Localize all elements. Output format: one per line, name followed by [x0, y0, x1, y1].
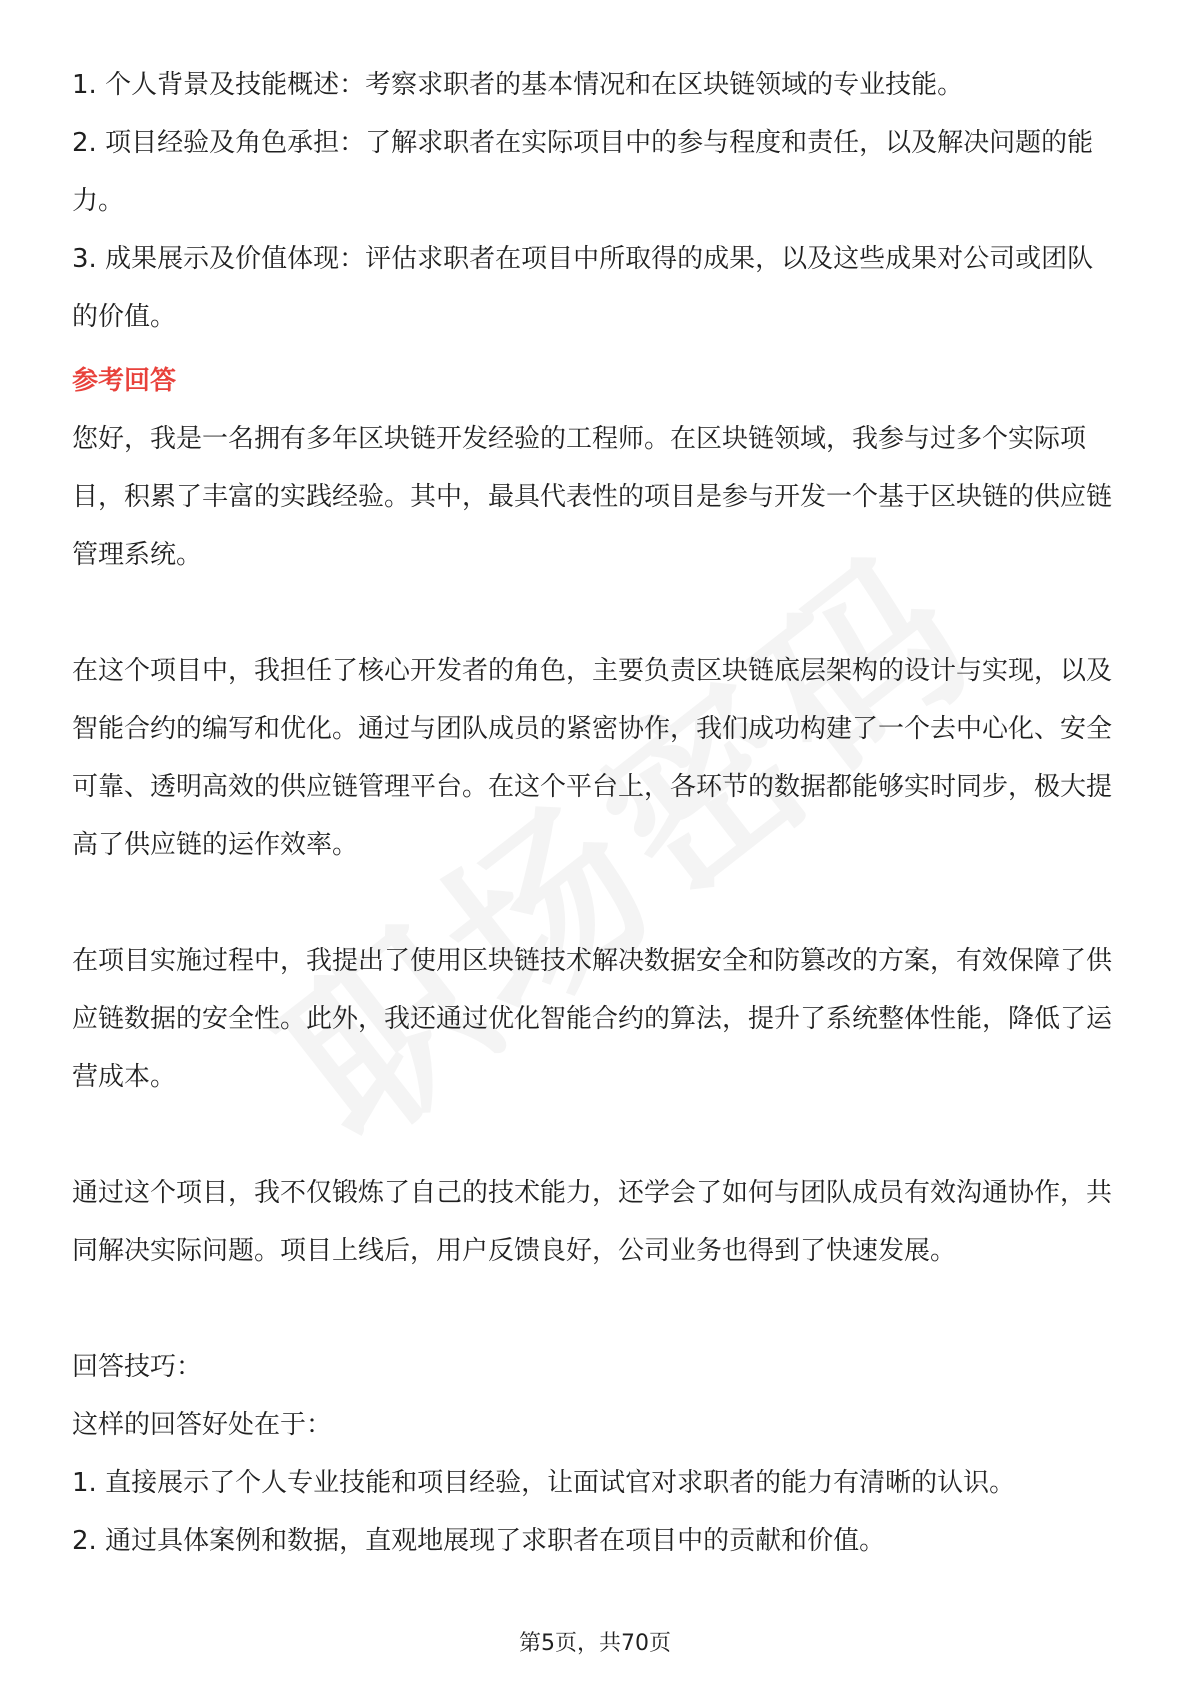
paragraph-spacer [72, 1106, 1118, 1164]
page-number-footer: 第5页，共70页 [519, 1631, 671, 1656]
answer-paragraph-4: 通过这个项目，我不仅锻炼了自己的技术能力，还学会了如何与团队成员有效沟通协作，共同解决实际问题。项目上线后，用户反馈良好，公司业务也得到了快速发展。 [72, 1178, 1113, 1266]
paragraph-spacer [72, 1280, 1118, 1338]
answer-paragraph-2: 在这个项目中，我担任了核心开发者的角色，主要负责区块链底层架构的设计与实现，以及智能合约的编写和优化。通过与团队成员的紧密协作，我们成功构建了一个去中心化、安全可靠、透明高效的供应链管理平台。在这个平台上，各环节的数据都能够实时同步，极大提高了供应链的运作效率。 [72, 656, 1113, 860]
answer-paragraph-1: 您好，我是一名拥有多年区块链开发经验的工程师。在区块链领域，我参与过多个实际项目，积累了丰富的实践经验。其中，最具代表性的项目是参与开发一个基于区块链的供应链管理系统。 [72, 424, 1113, 570]
answer-paragraph-3: 在项目实施过程中，我提出了使用区块链技术解决数据安全和防篡改的方案，有效保障了供应链数据的安全性。此外，我还通过优化智能合约的算法，提升了系统整体性能，降低了运营成本。 [72, 946, 1113, 1092]
page-content [72, 56, 1118, 1570]
criteria-item-2: 2. 项目经验及角色承担：了解求职者在实际项目中的参与程度和责任，以及解决问题的能力。 [72, 128, 1094, 216]
paragraph-spacer [72, 584, 1118, 642]
tips-item-1: 1. 直接展示了个人专业技能和项目经验，让面试官对求职者的能力有清晰的认识。 [72, 1468, 1016, 1498]
criteria-item-1: 1. 个人背景及技能概述：考察求职者的基本情况和在区块链领域的专业技能。 [72, 70, 964, 100]
tips-item-2: 2. 通过具体案例和数据，直观地展现了求职者在项目中的贡献和价值。 [72, 1526, 886, 1556]
tips-heading: 回答技巧： [72, 1352, 203, 1382]
paragraph-spacer [72, 874, 1118, 932]
criteria-item-3: 3. 成果展示及价值体现：评估求职者在项目中所取得的成果，以及这些成果对公司或团队的价值。 [72, 244, 1094, 332]
tips-intro: 这样的回答好处在于： [72, 1410, 333, 1440]
reference-answer-heading: 参考回答 [72, 366, 177, 396]
